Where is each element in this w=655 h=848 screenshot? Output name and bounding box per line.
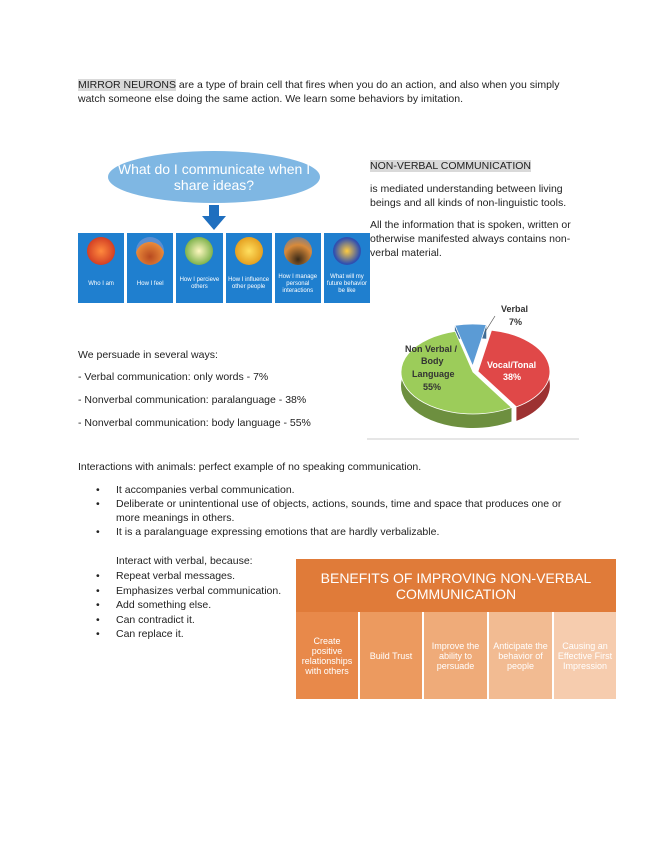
mirror-neurons-text: are a type of brain cell that fires when you do an action, and also when you simply watch someone else doing the same action. We learn some behaviors by imitation. [78, 79, 560, 105]
interact-intro: Interact with verbal, because: [116, 555, 253, 567]
vocal-value: 38% [503, 372, 522, 382]
persuade-intro: We persuade in several ways: [78, 349, 218, 361]
benefit-cell-3: Anticipate the behavior of people [489, 612, 552, 699]
verbal-value: 7% [509, 317, 523, 327]
comm-box-perceive [176, 233, 222, 303]
communicate-bubble: What do I communicate when I share ideas? [108, 151, 320, 203]
list-item: • It accompanies verbal communication. [116, 483, 582, 497]
comm-box-label: How I influence other people [228, 277, 270, 290]
body-value: 55% [423, 382, 442, 392]
nonverbal-title [370, 159, 590, 173]
persuade-item: - Nonverbal communication: paralanguage - 38% [78, 394, 307, 406]
list-item: • Add something else. [116, 598, 296, 613]
list-item: • Can replace it. [116, 627, 296, 642]
nonverbal-title-text: NON-VERBAL COMMUNICATION [370, 160, 532, 172]
list-item: • It is a paralanguage expressing emotions that are hardly verbalizable. [116, 525, 582, 539]
benefit-cell-1: Build Trust [360, 612, 422, 699]
mirror-neurons-paragraph [78, 78, 578, 106]
communicate-boxes [78, 233, 370, 303]
nonverbal-paragraph-2: All the information that is spoken, written or otherwise manifested always contains non-verbal material. [370, 219, 571, 259]
comm-box-who [78, 233, 124, 303]
comm-box-label: What will my future behavior be like [326, 273, 367, 294]
benefits-graphic [296, 559, 616, 699]
nonverbal-paragraph-1: is mediated understanding between living beings and all kinds of non-linguistic tools. [370, 183, 567, 209]
benefit-cell-2: Improve the ability to persuade [424, 612, 487, 699]
red-cell-image [87, 237, 115, 265]
list-item: • Repeat verbal messages. [116, 569, 296, 584]
list-item: • Can contradict it. [116, 613, 296, 628]
comm-box-feel [127, 233, 173, 303]
comm-box-label: How I feel [136, 280, 164, 287]
communicate-graphic [78, 151, 370, 303]
comm-box-label: How I manage personal interactions [278, 273, 318, 294]
benefits-title: BENEFITS OF IMPROVING NON-VERBAL COMMUNICATION [296, 559, 616, 612]
benefit-cell-0: Create positive relationships with others [296, 612, 358, 699]
list-item: • Emphasizes verbal communication. [116, 584, 296, 599]
list-item: • Deliberate or unintentional use of objects, actions, sounds, time and space that produces one or more meanings in others. [116, 497, 582, 525]
benefit-cell-4: Causing an Effective First Impression [554, 612, 616, 699]
body-label-line3: Language [412, 369, 455, 379]
landscape-image [136, 237, 164, 265]
mirror-neurons-term: MIRROR NEURONS [78, 79, 177, 91]
flower-image [185, 237, 213, 265]
comm-box-manage [275, 233, 321, 303]
body-label-line2: Body [421, 356, 444, 366]
communication-pie-chart [367, 300, 579, 440]
verbal-leader-line [485, 316, 495, 332]
animals-bullet-list [116, 483, 582, 539]
comm-box-label: How I percieve others [179, 277, 220, 290]
animals-intro: Interactions with animals: perfect example of no speaking communication. [78, 461, 422, 473]
body-label-line1: Non Verbal / [405, 344, 458, 354]
persuade-item: - Verbal communication: only words - 7% [78, 371, 269, 383]
verbal-label: Verbal [501, 304, 529, 314]
interact-bullet-list [116, 569, 296, 642]
comm-box-future [324, 233, 370, 303]
fish-image [333, 237, 361, 265]
sunset-image [284, 237, 312, 265]
down-arrow-icon [201, 205, 227, 231]
vocal-label: Vocal/Tonal [487, 360, 537, 370]
comm-box-influence [226, 233, 272, 303]
persuade-item: - Nonverbal communication: body language - 55% [78, 417, 311, 429]
yellow-flower-image [235, 237, 263, 265]
comm-box-label: Who I am [88, 280, 114, 287]
